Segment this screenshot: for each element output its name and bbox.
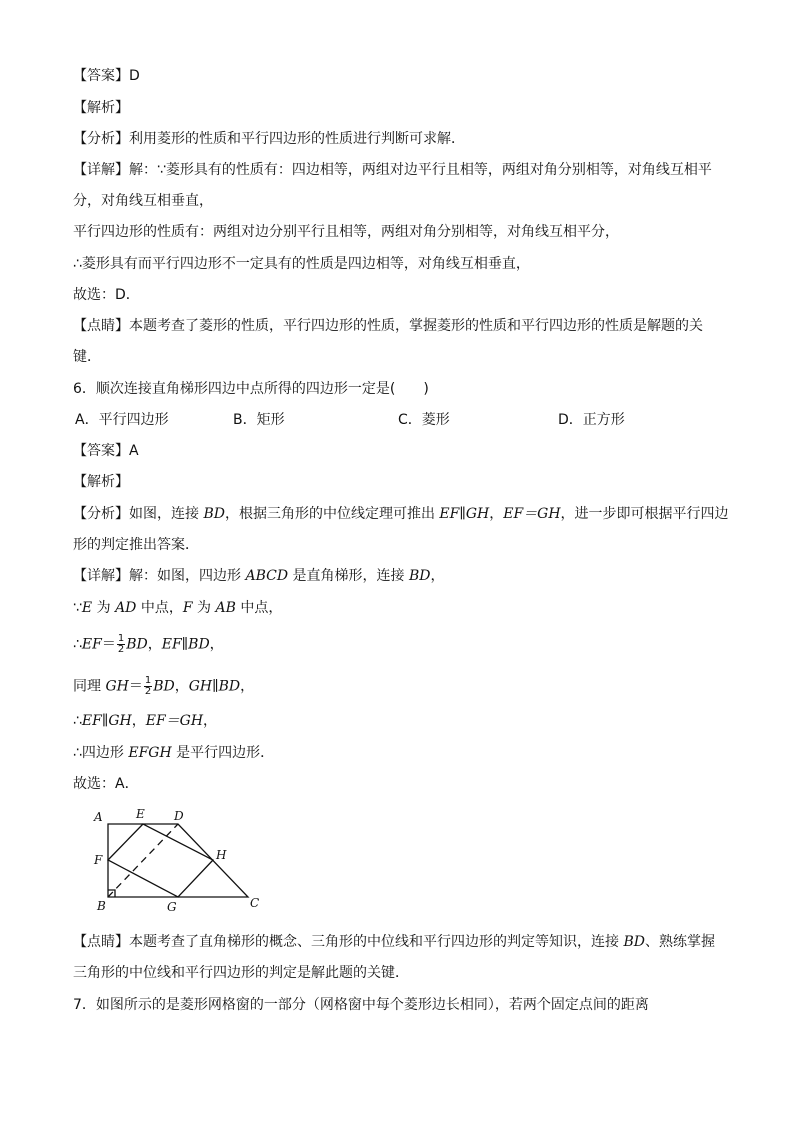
- label-g: G: [167, 900, 177, 914]
- answer-line-6: 【答案】A: [73, 443, 139, 459]
- analysis-heading-6: 【解析】: [73, 474, 129, 490]
- dianjing-line-1: 【点睛】本题考查了菱形的性质，平行四边形的性质，掌握菱形的性质和平行四边形的性质是解题的关: [73, 318, 703, 334]
- analysis-heading: 【解析】: [73, 100, 129, 116]
- fenxi-line-6-2: 形的判定推出答案．: [73, 537, 199, 553]
- question-6: 6．顺次连接直角梯形四边中点所得的四边形一定是( ): [73, 381, 429, 397]
- option-b: B．矩形: [233, 412, 285, 428]
- option-a: A．平行四边形: [75, 412, 169, 428]
- dianjing-line-6-2: 三角形的中位线和平行四边形的判定是解此题的关键．: [73, 965, 409, 981]
- fraction-one-half-2: $\frac{1}{2}$: [144, 675, 152, 697]
- option-d: D．正方形: [558, 412, 625, 428]
- fenxi-line: 【分析】利用菱形的性质和平行四边形的性质进行判断可求解．: [73, 131, 465, 147]
- label-d: D: [174, 809, 184, 823]
- choose-line-6: 故选：A．: [73, 776, 139, 792]
- choose-line: 故选：D．: [73, 287, 140, 303]
- fraction-one-half: $\frac{1}{2}$: [117, 633, 125, 655]
- label-e: E: [136, 807, 145, 821]
- question-7: 7．如图所示的是菱形网格窗的一部分（网格窗中每个菱形边长相同），若两个固定点间的距离: [73, 997, 649, 1013]
- step-2: ∴EF＝ $\frac{1}{2}$ BD，EF∥BD，: [73, 633, 224, 655]
- answer-line: 【答案】D: [73, 68, 140, 84]
- step-1: ∵E 为 AD 中点，F 为 AB 中点，: [73, 600, 283, 616]
- label-a: A: [94, 810, 103, 824]
- step-4: ∴EF∥GH，EF＝GH，: [73, 713, 218, 729]
- step-5: ∴四边形 EFGH 是平行四边形．: [73, 745, 275, 761]
- trapezoid-figure: [88, 804, 268, 914]
- label-f: F: [94, 853, 103, 867]
- parallelogram-property-line: 平行四边形的性质有：两组对边分别平行且相等，两组对角分别相等，对角线互相平分，: [73, 224, 619, 240]
- therefore-line: ∴菱形具有而平行四边形不一定具有的性质是四边相等，对角线互相垂直，: [73, 256, 530, 272]
- xiangjie-line-6: 【详解】解：如图，四边形 ABCD 是直角梯形，连接 BD，: [73, 568, 445, 584]
- xiangjie-line-2: 分，对角线互相垂直，: [73, 193, 213, 209]
- trapezoid-abcd: [108, 824, 248, 897]
- diagonal-bd: [108, 824, 178, 897]
- label-c: C: [250, 896, 260, 910]
- xiangjie-line-1: 【详解】解：∵菱形具有的性质有：四边相等，两组对边平行且相等，两组对角分别相等，对角线互相平: [73, 162, 712, 178]
- dianjing-line-2: 键．: [73, 349, 101, 365]
- dianjing-line-6-1: 【点睛】本题考查了直角梯形的概念、三角形的中位线和平行四边形的判定等知识，连接 BD、熟练掌握: [73, 934, 715, 950]
- label-h: H: [216, 848, 227, 862]
- quadrilateral-efgh: [108, 824, 213, 897]
- label-b: B: [97, 899, 106, 913]
- step-3: 同理 GH＝ $\frac{1}{2}$ BD，GH∥BD，: [73, 675, 255, 697]
- fenxi-line-6-1: 【分析】如图，连接 BD，根据三角形的中位线定理可推出 EF∥GH，EF＝GH，进一步即可根据平行四边: [73, 506, 729, 522]
- option-c: C．菱形: [398, 412, 450, 428]
